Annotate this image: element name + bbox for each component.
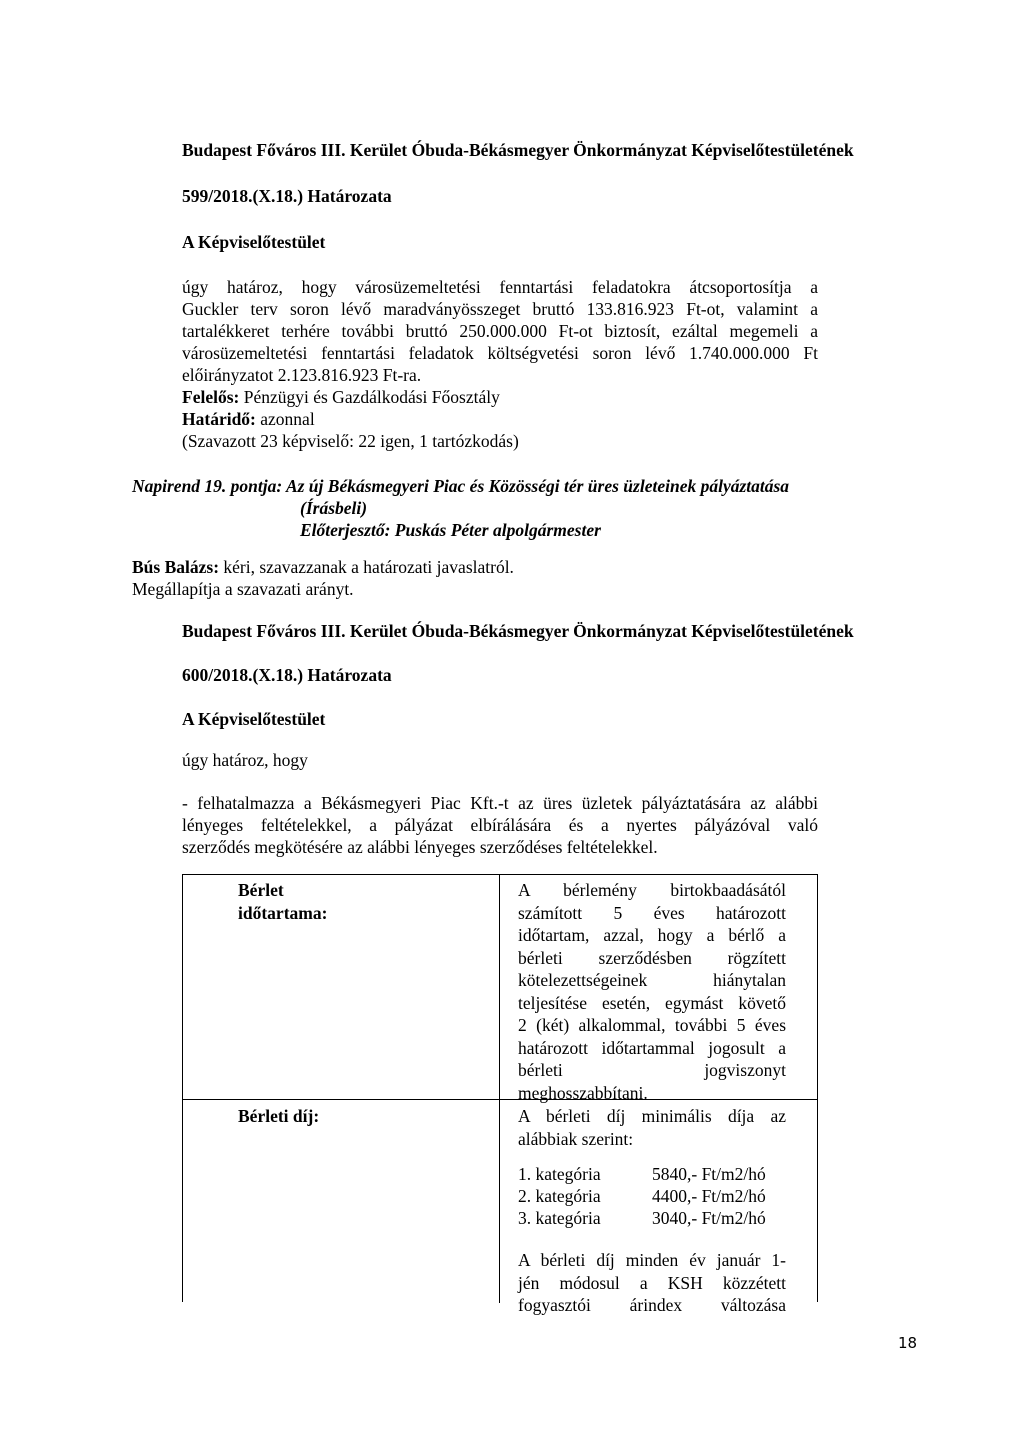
resolution-600-bullet-line: lényeges feltételekkel, a pályázat elbírálására és a nyertes pályázóval való: [182, 815, 818, 835]
rent-fee-label: Bérleti díj:: [238, 1106, 320, 1126]
fee-category-row: 2. kategória 4400,- Ft/m2/hó: [518, 1186, 766, 1206]
resolution-600-bullet-line: - felhatalmazza a Békásmegyeri Piac Kft.-t az üres üzletek pályáztatására az alábbi: [182, 793, 818, 813]
vote-result: (Szavazott 23 képviselő: 22 igen, 1 tartózkodás): [182, 431, 519, 451]
resolution-599-number: 599/2018.(X.18.) Határozata: [182, 186, 392, 206]
resolution-600-number: 600/2018.(X.18.) Határozata: [182, 665, 392, 685]
deadline-label: Határidő:: [182, 409, 256, 429]
speaker-text: kéri, szavazzanak a határozati javaslatról.: [219, 557, 514, 577]
responsible-value: Pénzügyi és Gazdálkodási Főosztály: [239, 387, 500, 407]
resolution-599-text-line: városüzemeltetési fenntartási feladatok költségvetési soron lévő 1.740.000.000 Ft: [182, 343, 818, 363]
vote-ratio-note: Megállapítja a szavazati arányt.: [132, 579, 354, 599]
deadline-line: [182, 408, 315, 430]
resolution-599-body-title: A Képviselőtestület: [182, 232, 326, 252]
speaker-line: [132, 556, 514, 578]
rent-duration-label: Bérlet időtartama:: [238, 880, 328, 923]
agenda-written-note: (Írásbeli): [300, 498, 368, 518]
resolution-600-body-title: A Képviselőtestület: [182, 709, 326, 729]
resolution-599-text-line: előirányzatot 2.123.816.923 Ft-ra.: [182, 365, 422, 385]
fee-category-row: 3. kategória 3040,- Ft/m2/hó: [518, 1208, 766, 1228]
resolution-600-bullet-line: szerződés megkötésére az alábbi lényeges szerződéses feltételekkel.: [182, 837, 658, 857]
resolution-599-text-line: úgy határoz, hogy városüzemeltetési fenntartási feladatokra átcsoportosítja a: [182, 277, 818, 297]
resolution-600-intro: úgy határoz, hogy: [182, 750, 308, 770]
resolution-599-text-line: Guckler terv soron lévő maradványösszeget bruttó 133.816.923 Ft-ot, valamint a: [182, 299, 818, 319]
rent-duration-value: A bérlemény birtokbaadásától számított 5 éves határozott időtartam, azzal, hogy a bérlő a bérleti szerződésben rögzített kötelezettségeinek hiánytalan teljesítése esetén, egymást követő 2 (két) alkalommal, további 5 éves határozott időtartammal jogosult a bérleti jogviszonyt meghosszabbítani.: [518, 880, 786, 1103]
speaker-name: Bús Balázs:: [132, 557, 220, 577]
table-column-divider: [499, 875, 500, 1303]
resolution-600-heading: Budapest Főváros III. Kerület Óbuda-Békásmegyer Önkormányzat Képviselőtestületének: [182, 621, 854, 641]
fee-category-row: 1. kategória 5840,- Ft/m2/hó: [518, 1164, 766, 1184]
agenda-presenter: Előterjesztő: Puskás Péter alpolgármester: [300, 520, 601, 540]
agenda-title: Napirend 19. pontja: Az új Békásmegyeri Piac és Közösségi tér üres üzleteinek pályáztatása: [132, 476, 790, 496]
rent-fee-indexation: A bérleti díj minden év január 1- jén módosul a KSH közzétett fogyasztói árindex változása: [518, 1250, 786, 1315]
resolution-599-heading: Budapest Főváros III. Kerület Óbuda-Békásmegyer Önkormányzat Képviselőtestületének: [182, 140, 854, 160]
resolution-599-text-line: tartalékkeret terhére további bruttó 250.000.000 Ft-ot biztosít, ezáltal megemeli a: [182, 321, 818, 341]
responsible-line: [182, 386, 500, 408]
conditions-table: [182, 874, 818, 1315]
rent-fee-intro: A bérleti díj minimális díja az alábbiak szerint:: [518, 1106, 786, 1149]
responsible-label: Felelős:: [182, 387, 240, 407]
deadline-value: azonnal: [255, 409, 315, 429]
page-number: 18: [898, 1334, 918, 1352]
